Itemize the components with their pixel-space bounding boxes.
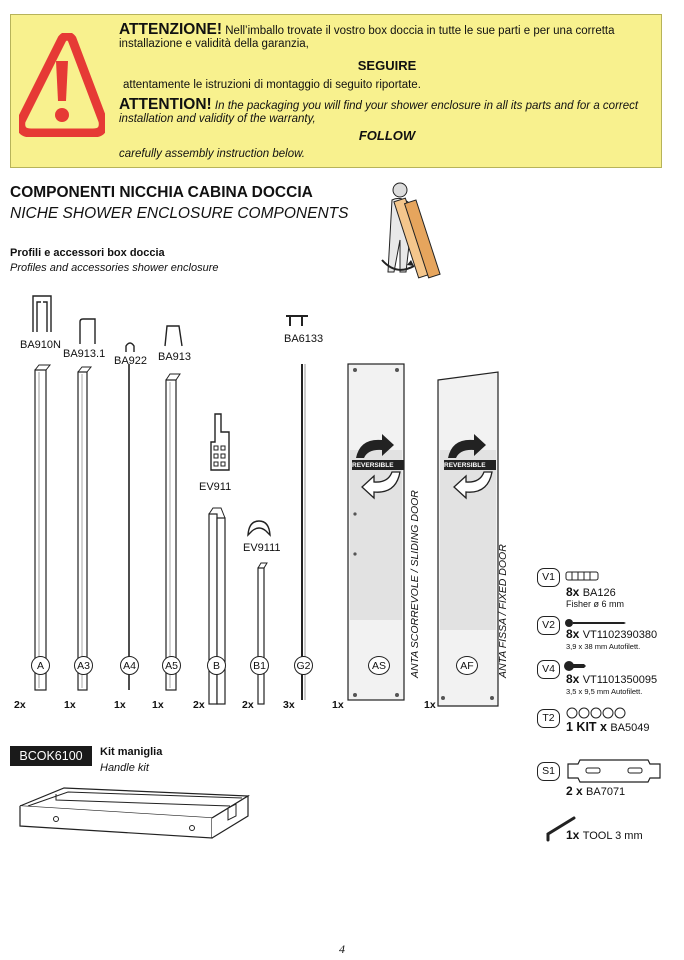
item-b1-badge: B1 bbox=[250, 656, 269, 675]
handle-kit-title-en: Handle kit bbox=[100, 762, 149, 774]
reversible-label-as: REVERSIBLE bbox=[352, 462, 394, 469]
section-title-it: COMPONENTI NICCHIA CABINA DOCCIA bbox=[10, 184, 313, 201]
profile-b1-bar bbox=[258, 563, 267, 704]
handle-kit-code: BCOK6100 bbox=[10, 746, 92, 766]
warning-en-line: ATTENTION! In the packaging you will find your shower enclosure in all its parts and for a correct installation and validity of the warranty, bbox=[119, 96, 639, 125]
hw-v4-badge: V4 bbox=[537, 660, 560, 679]
profile-g2-bar bbox=[302, 364, 305, 700]
wall-plug-icon bbox=[564, 570, 604, 582]
section-title-en: NICHE SHOWER ENCLOSURE COMPONENTS bbox=[10, 205, 349, 222]
handle-kit-drawing bbox=[16, 782, 252, 852]
item-a3-badge: A3 bbox=[74, 656, 93, 675]
item-as-badge: AS bbox=[368, 656, 390, 675]
warning-en-text2: carefully assembly instruction below. bbox=[119, 148, 305, 160]
code-ev9111: EV9111 bbox=[243, 542, 281, 554]
hw-v1-badge: V1 bbox=[537, 568, 560, 587]
code-ev911: EV911 bbox=[199, 481, 232, 493]
profile-ba913-section-icon bbox=[162, 322, 184, 348]
hw-s1-line: 2 x BA7071 bbox=[566, 784, 626, 798]
handle-kit-title-it: Kit maniglia bbox=[100, 746, 163, 758]
profile-ba910n-section-icon bbox=[30, 292, 54, 334]
profile-a-bar bbox=[35, 365, 50, 690]
code-ba922: BA922 bbox=[114, 355, 148, 367]
code-ba913: BA913 bbox=[158, 351, 192, 363]
hw-v2-line: 8x VT1102390380 bbox=[566, 627, 658, 641]
qty-g2: 3x bbox=[283, 699, 295, 711]
hw-t2-badge: T2 bbox=[537, 709, 560, 728]
hw-v2-badge: V2 bbox=[537, 616, 560, 635]
sliding-door-label: ANTA SCORREVOLE / SLIDING DOOR bbox=[409, 490, 421, 678]
hw-tool-line: 1x TOOL 3 mm bbox=[566, 828, 643, 842]
code-ba6133: BA6133 bbox=[284, 333, 324, 345]
qty-af: 1x bbox=[424, 699, 436, 711]
sliding-door-panel bbox=[348, 364, 404, 700]
hw-v1-line: 8x BA126 bbox=[566, 585, 616, 599]
warning-it-text2: attentamente le istruzioni di montaggio di seguito riportate. bbox=[123, 79, 421, 91]
warning-it-follow: SEGUIRE bbox=[357, 58, 417, 73]
qty-a: 2x bbox=[14, 699, 26, 711]
qty-a3: 1x bbox=[64, 699, 76, 711]
hw-t2-line: 1 KIT x BA5049 bbox=[566, 720, 650, 734]
profile-ba6133-section-icon bbox=[284, 312, 310, 328]
profile-a5-bar bbox=[166, 374, 180, 690]
hw-v4-desc: 3,5 x 9,5 mm Autofilett. bbox=[566, 687, 643, 696]
hw-v4-line: 8x VT1101350095 bbox=[566, 672, 658, 686]
qty-a5: 1x bbox=[152, 699, 164, 711]
hw-s1-badge: S1 bbox=[537, 762, 560, 781]
caps-kit-icon bbox=[566, 706, 632, 720]
code-ba910n: BA910N bbox=[20, 339, 61, 351]
hw-v1-desc: Fisher ø 6 mm bbox=[566, 599, 625, 609]
item-af-badge: AF bbox=[456, 656, 478, 675]
person-carrying-icon bbox=[378, 180, 446, 280]
hw-v2-desc: 3,9 x 38 mm Autofilett. bbox=[566, 642, 641, 651]
warning-box bbox=[10, 14, 662, 168]
item-a-badge: A bbox=[31, 656, 50, 675]
fixed-door-label: ANTA FISSA / FIXED DOOR bbox=[497, 544, 509, 678]
warning-triangle-icon bbox=[19, 33, 105, 137]
qty-b1: 2x bbox=[242, 699, 254, 711]
warning-en-follow: FOLLOW bbox=[358, 128, 416, 143]
profile-a3-bar bbox=[78, 367, 91, 690]
profiles-title-it: Profili e accessori box doccia bbox=[10, 247, 165, 259]
reversible-label-af: REVERSIBLE bbox=[444, 462, 486, 469]
bracket-plate-icon bbox=[564, 758, 664, 784]
profiles-title-en: Profiles and accessories shower enclosure bbox=[10, 262, 219, 274]
item-a4-badge: A4 bbox=[120, 656, 139, 675]
qty-b: 2x bbox=[193, 699, 205, 711]
warning-it-line: ATTENZIONE! Nell’imballo trovate il vostro box doccia in tutte le sue parti e per una corretta installazione e validità della garanzia, bbox=[119, 21, 615, 50]
profile-ba9131-section-icon bbox=[76, 316, 98, 346]
item-b-badge: B bbox=[207, 656, 226, 675]
item-g2-badge: G2 bbox=[294, 656, 313, 675]
item-a5-badge: A5 bbox=[162, 656, 181, 675]
qty-a4: 1x bbox=[114, 699, 126, 711]
short-screw-icon bbox=[564, 660, 588, 672]
code-ba9131: BA913.1 bbox=[63, 348, 106, 360]
qty-as: 1x bbox=[332, 699, 344, 711]
page-number: 4 bbox=[339, 942, 345, 956]
